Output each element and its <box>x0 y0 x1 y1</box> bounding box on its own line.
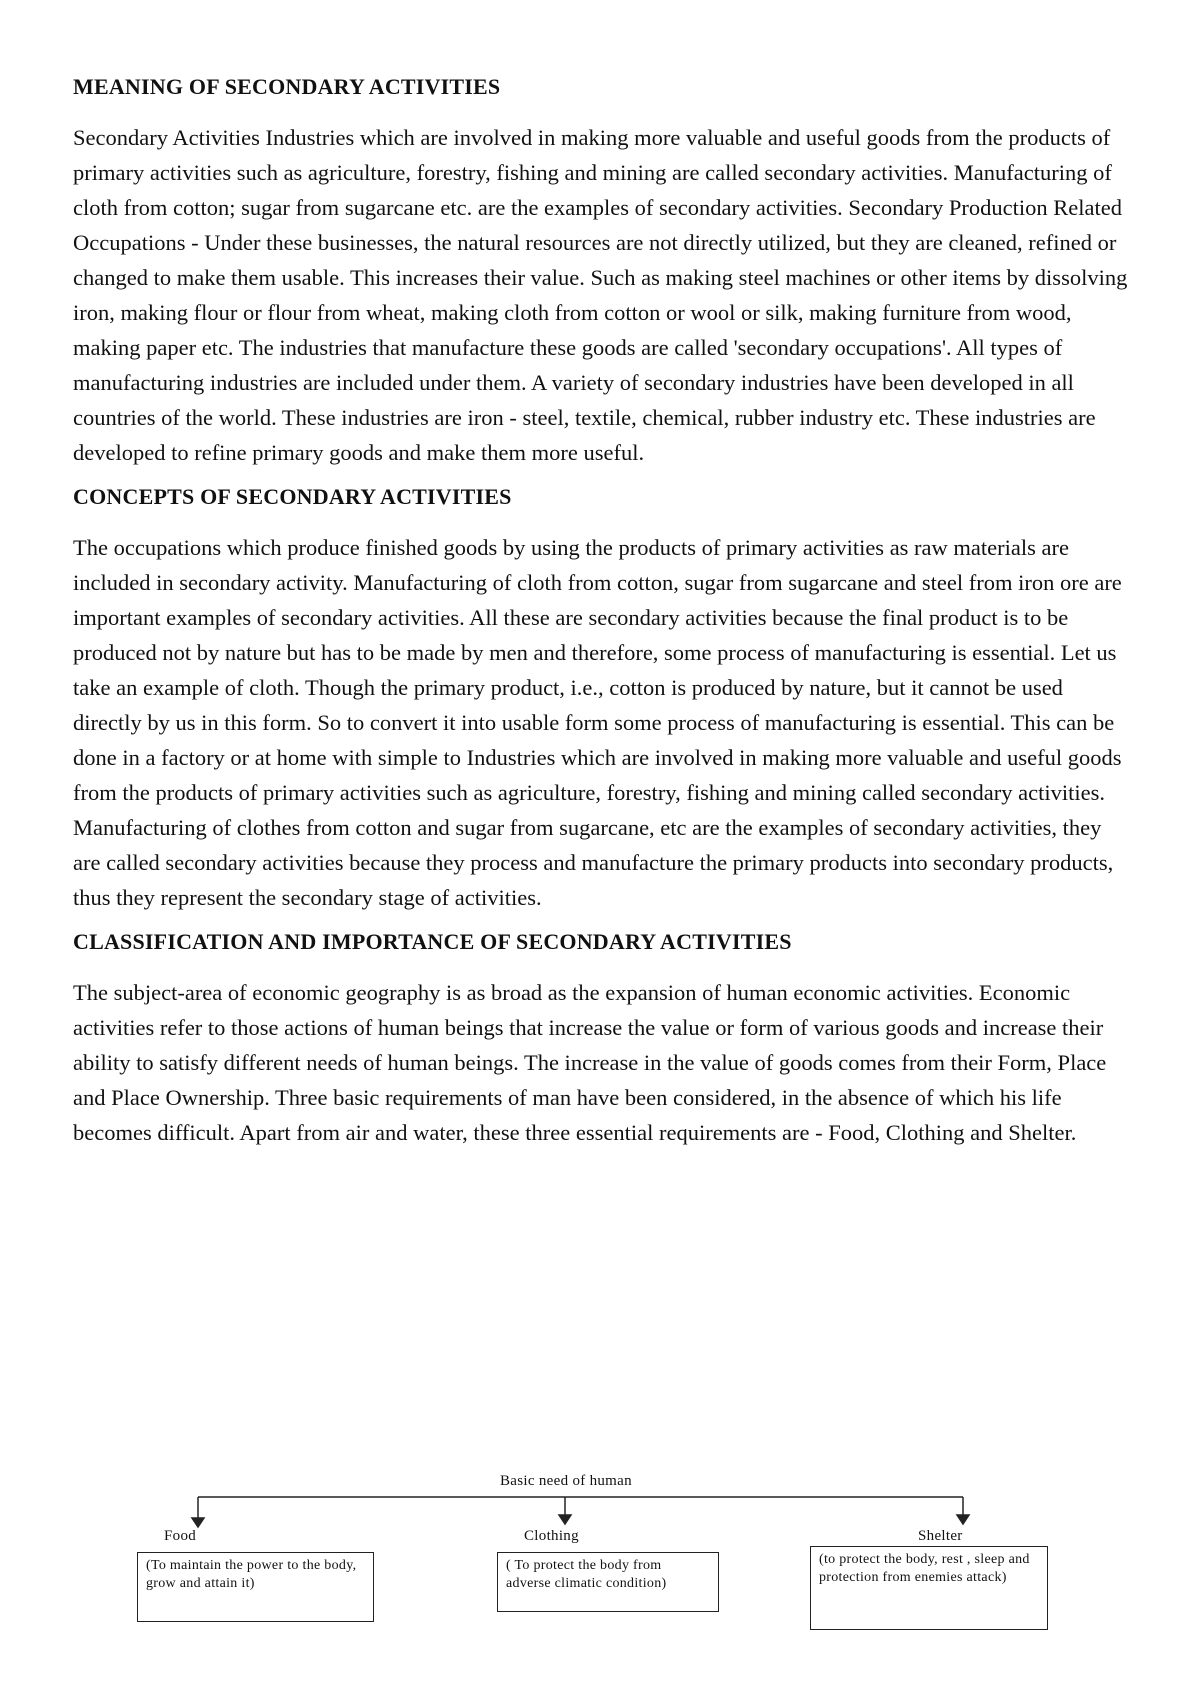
section-heading-meaning: MEANING OF SECONDARY ACTIVITIES <box>73 74 501 99</box>
node-label-shelter: Shelter <box>918 1528 963 1544</box>
arrow-shelter-icon <box>957 1515 969 1524</box>
arrow-clothing-icon <box>559 1515 571 1524</box>
node-label-clothing: Clothing <box>524 1528 579 1544</box>
document-page <box>73 74 1133 1164</box>
section-heading-classification: CLASSIFICATION AND IMPORTANCE OF SECONDARY ACTIVITIES <box>73 929 792 954</box>
node-label-food: Food <box>164 1528 197 1544</box>
node-box-clothing: ( To protect the body from adverse climatic condition) <box>497 1552 719 1612</box>
node-box-shelter: (to protect the body, rest , sleep and protection from enemies attack) <box>810 1546 1048 1630</box>
section-body-classification: The subject-area of economic geography is as broad as the expansion of human economic activities. Economic activities refer to those actions of human beings that increase the value or form of various goods and increase their ability to satisfy different needs of human beings. The increase in the value of goods comes from their Form, Place and Place Ownership. Three basic requirements of man have been considered, in the absence of which his life becomes difficult. Apart from air and water, these three essential requirements are - Food, Clothing and Shelter. <box>73 980 1107 1145</box>
arrow-food-icon <box>192 1518 204 1527</box>
diagram-title: Basic need of human <box>500 1473 632 1489</box>
section-heading-concepts: CONCEPTS OF SECONDARY ACTIVITIES <box>73 484 512 509</box>
section-body-concepts: The occupations which produce finished goods by using the products of primary activities as raw materials are included in secondary activity. Manufacturing of cloth from cotton, sugar from sugarcane and steel from iron ore are important examples of secondary activities. All these are secondary activities because the final product is to be produced not by nature but has to be made by men and therefore, some process of manufacturing is essential. Let us take an example of cloth. Though the primary product, i.e., cotton is produced by nature, but it cannot be used directly by us in this form. So to convert it into usable form some process of manufacturing is essential. This can be done in a factory or at home with simple to Industries which are involved in making more valuable and useful goods from the products of primary activities such as agriculture, forestry, fishing and mining called secondary activities. Manufacturing of clothes from cotton and sugar from sugarcane, etc are the examples of secondary activities, they are called secondary activities because they process and manufacture the primary products into secondary products, thus they represent the secondary stage of activities. <box>73 535 1122 910</box>
section-body-meaning: Secondary Activities Industries which are involved in making more valuable and useful goods from the products of primary activities such as agriculture, forestry, fishing and mining are called secondary activities. Manufacturing of cloth from cotton; sugar from sugarcane etc. are the examples of secondary activities. Secondary Production Related Occupations - Under these businesses, the natural resources are not directly utilized, but they are cleaned, refined or changed to make them usable. This increases their value. Such as making steel machines or other items by dissolving iron, making flour or flour from wheat, making cloth from cotton or wool or silk, making furniture from wood, making paper etc. The industries that manufacture these goods are called 'secondary occupations'. All types of manufacturing industries are included under them. A variety of secondary industries have been developed in all countries of the world. These industries are iron - steel, textile, chemical, rubber industry etc. These industries are developed to refine primary goods and make them more useful. <box>73 125 1128 465</box>
node-box-food: (To maintain the power to the body, grow and attain it) <box>137 1552 374 1622</box>
